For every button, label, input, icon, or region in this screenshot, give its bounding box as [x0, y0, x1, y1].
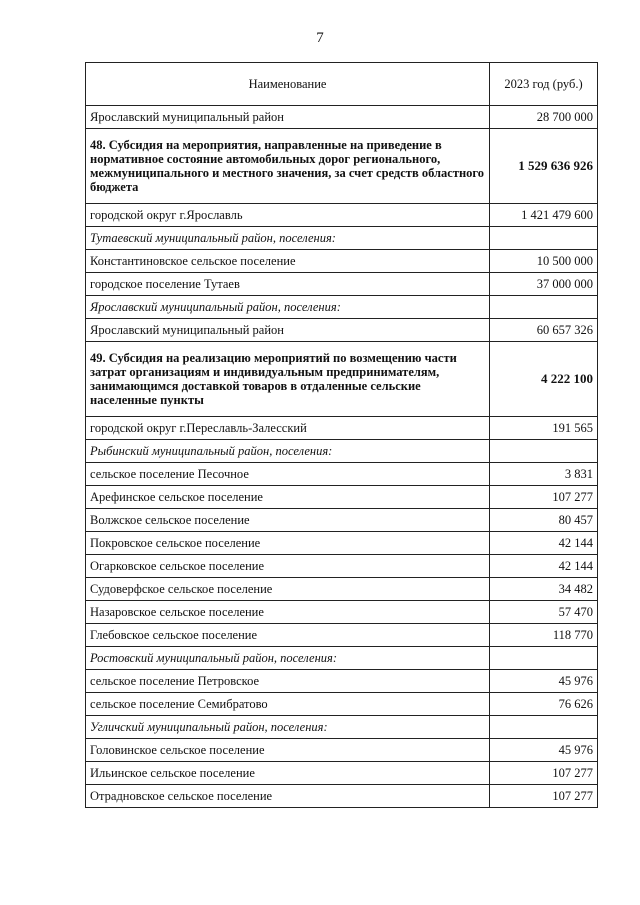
row-name: Глебовское сельское поселение	[86, 624, 490, 647]
page-number: 7	[316, 30, 324, 46]
row-name: Арефинское сельское поселение	[86, 486, 490, 509]
subheading-row	[86, 647, 598, 670]
row-name: Ильинское сельское поселение	[86, 762, 490, 785]
row-value: 10 500 000	[490, 250, 598, 273]
row-value: 57 470	[490, 601, 598, 624]
header-year: 2023 год (руб.)	[490, 63, 598, 106]
table-row	[86, 578, 598, 601]
section-row	[86, 342, 598, 417]
row-name: 49. Субсидия на реализацию мероприятий по возмещению части затрат организациям и индивидуальным предпринимателям, занимающимся доставкой товаров в отдаленные сельские населенные пункты	[86, 342, 490, 417]
table-row	[86, 532, 598, 555]
subsidy-table	[85, 62, 598, 808]
row-name: 48. Субсидия на мероприятия, направленные на приведение в нормативное состояние автомобильных дорог регионального, межмуниципального и местного значения, за счет средств областного бюджета	[86, 129, 490, 204]
section-row	[86, 129, 598, 204]
table-row	[86, 739, 598, 762]
row-value: 42 144	[490, 555, 598, 578]
subheading-row	[86, 716, 598, 739]
table-row	[86, 509, 598, 532]
table-row	[86, 463, 598, 486]
row-value: 3 831	[490, 463, 598, 486]
table-row	[86, 486, 598, 509]
row-name: Ярославский муниципальный район, поселения:	[86, 296, 490, 319]
row-name: Угличский муниципальный район, поселения:	[86, 716, 490, 739]
row-value: 191 565	[490, 417, 598, 440]
row-value: 45 976	[490, 739, 598, 762]
table-header-row	[86, 63, 598, 106]
row-value: 60 657 326	[490, 319, 598, 342]
row-value	[490, 296, 598, 319]
row-value: 1 421 479 600	[490, 204, 598, 227]
row-value	[490, 227, 598, 250]
row-name: Ростовский муниципальный район, поселения:	[86, 647, 490, 670]
row-value: 42 144	[490, 532, 598, 555]
row-value: 107 277	[490, 785, 598, 808]
row-name: сельское поселение Семибратово	[86, 693, 490, 716]
subheading-row	[86, 296, 598, 319]
table-row	[86, 204, 598, 227]
table-row	[86, 319, 598, 342]
row-value: 37 000 000	[490, 273, 598, 296]
row-name: Головинское сельское поселение	[86, 739, 490, 762]
row-name: Отрадновское сельское поселение	[86, 785, 490, 808]
row-value	[490, 440, 598, 463]
row-name: Назаровское сельское поселение	[86, 601, 490, 624]
subheading-row	[86, 227, 598, 250]
row-name: городское поселение Тутаев	[86, 273, 490, 296]
row-name: Волжское сельское поселение	[86, 509, 490, 532]
row-value: 76 626	[490, 693, 598, 716]
table-row	[86, 555, 598, 578]
row-value: 80 457	[490, 509, 598, 532]
row-value	[490, 647, 598, 670]
row-value: 118 770	[490, 624, 598, 647]
row-name: Ярославский муниципальный район	[86, 319, 490, 342]
table-row	[86, 670, 598, 693]
row-name: Ярославский муниципальный район	[86, 106, 490, 129]
table-row	[86, 273, 598, 296]
row-value: 107 277	[490, 486, 598, 509]
table-row	[86, 785, 598, 808]
table-body	[86, 63, 598, 808]
row-value: 28 700 000	[490, 106, 598, 129]
row-name: Тутаевский муниципальный район, поселения:	[86, 227, 490, 250]
header-name: Наименование	[86, 63, 490, 106]
row-value: 1 529 636 926	[490, 129, 598, 204]
table-row	[86, 250, 598, 273]
row-value: 107 277	[490, 762, 598, 785]
table-row	[86, 693, 598, 716]
row-name: Огарковское сельское поселение	[86, 555, 490, 578]
row-name: городской округ г.Переславль-Залесский	[86, 417, 490, 440]
table-row	[86, 417, 598, 440]
row-name: городской округ г.Ярославль	[86, 204, 490, 227]
table-row	[86, 762, 598, 785]
row-value: 4 222 100	[490, 342, 598, 417]
row-name: Рыбинский муниципальный район, поселения:	[86, 440, 490, 463]
row-name: Покровское сельское поселение	[86, 532, 490, 555]
table-row	[86, 601, 598, 624]
row-name: сельское поселение Песочное	[86, 463, 490, 486]
row-value: 45 976	[490, 670, 598, 693]
subheading-row	[86, 440, 598, 463]
row-name: Константиновское сельское поселение	[86, 250, 490, 273]
table-row	[86, 624, 598, 647]
row-value	[490, 716, 598, 739]
row-value: 34 482	[490, 578, 598, 601]
row-name: Судоверфское сельское поселение	[86, 578, 490, 601]
table-row	[86, 106, 598, 129]
row-name: сельское поселение Петровское	[86, 670, 490, 693]
